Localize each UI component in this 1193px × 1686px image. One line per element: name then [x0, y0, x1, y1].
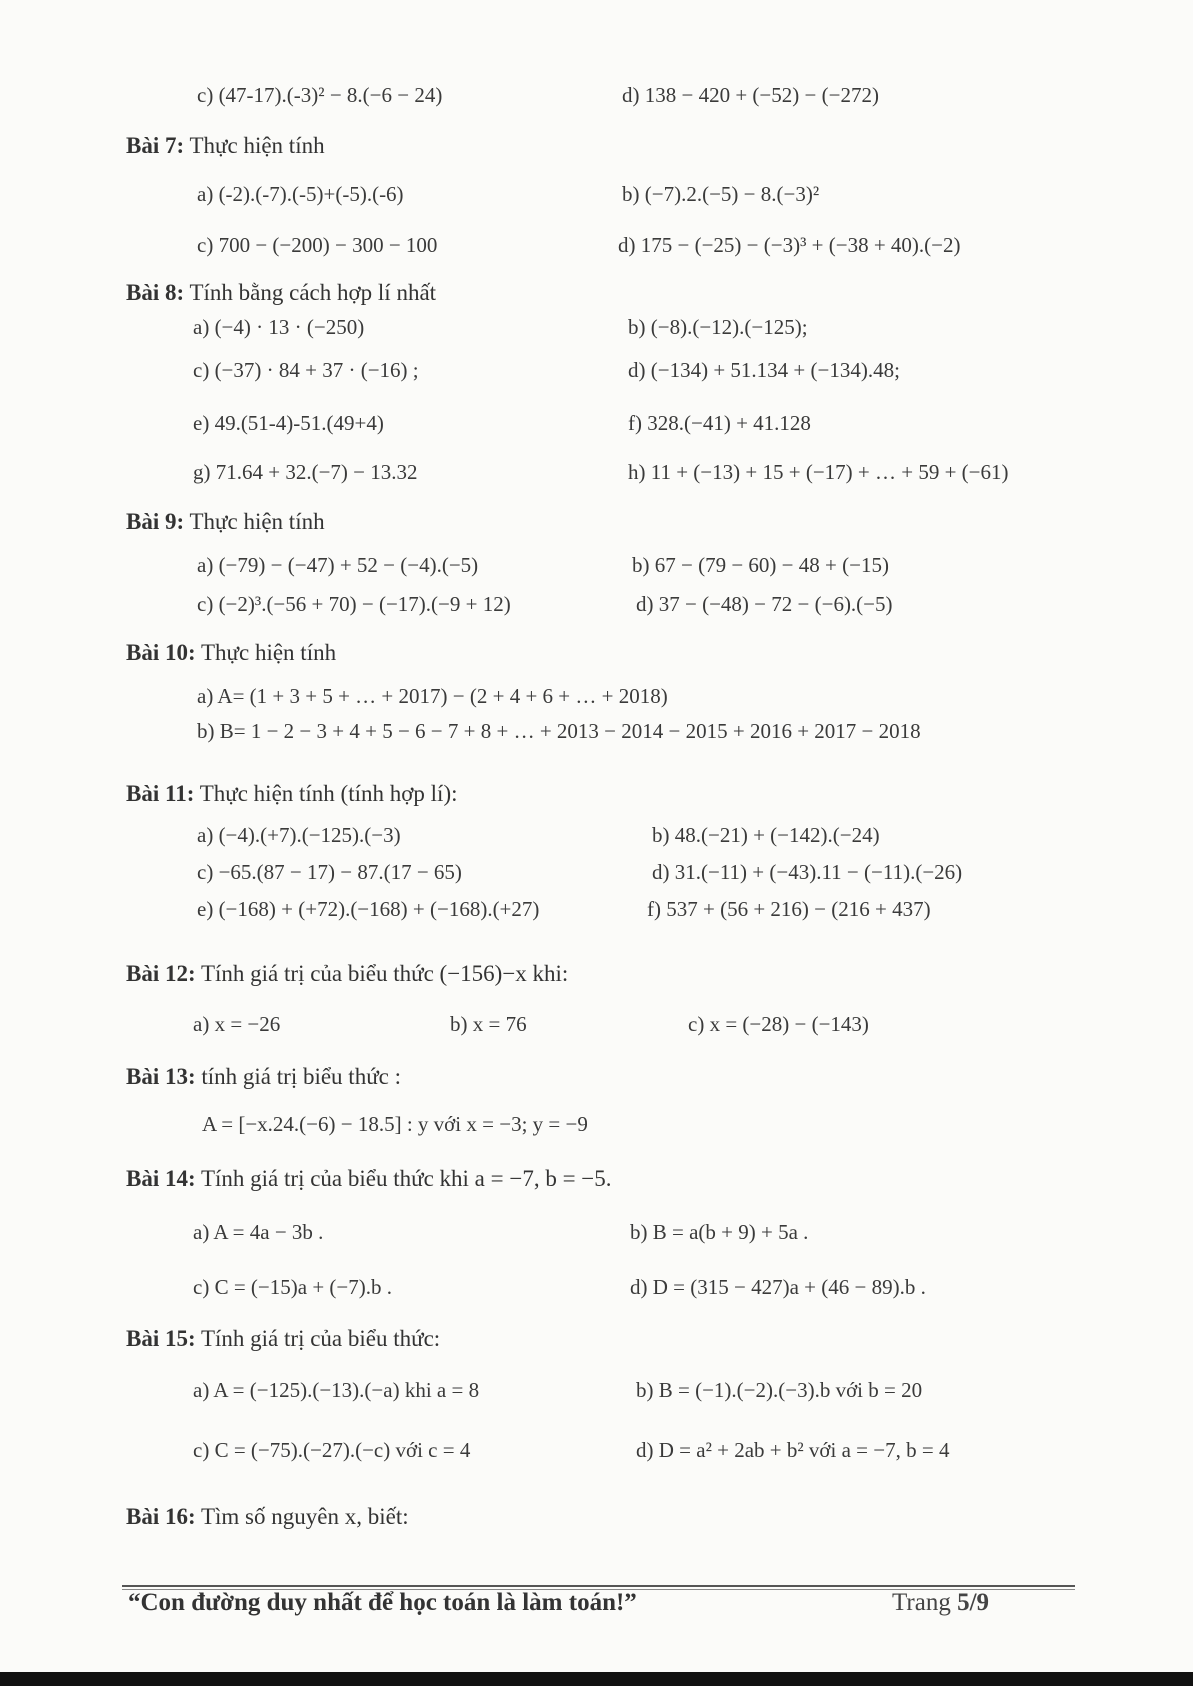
exercise-heading: [126, 1504, 409, 1530]
exercise-item: a) A = 4a − 3b .: [193, 1220, 324, 1244]
exercise-item: c) (−37) · 84 + 37 · (−16) ;: [193, 358, 419, 382]
exercise-item: e) 49.(51-4)-51.(49+4): [193, 411, 384, 435]
exercise-item: c) 700 − (−200) − 300 − 100: [197, 233, 438, 257]
exercise-instruction: Tìm số nguyên x, biết:: [195, 1504, 409, 1529]
footer-divider: [122, 1585, 1075, 1587]
exercise-instruction: Tính bằng cách hợp lí nhất: [184, 280, 437, 305]
scan-edge: [0, 1672, 1193, 1686]
exercise-heading: [126, 640, 336, 666]
exercise-item: a) x = −26: [193, 1012, 281, 1036]
exercise-item: c) −65.(87 − 17) − 87.(17 − 65): [197, 860, 462, 884]
exercise-item: d) (−134) + 51.134 + (−134).48;: [628, 358, 900, 382]
exercise-heading: [126, 781, 458, 807]
exercise-item: a) (−4).(+7).(−125).(−3): [197, 823, 401, 847]
exercise-item: a) A = (−125).(−13).(−a) khi a = 8: [193, 1378, 480, 1402]
exercise-instruction: Tính giá trị của biểu thức (−156)−x khi:: [195, 961, 569, 986]
exercise-instruction: Thực hiện tính (tính hợp lí):: [194, 781, 458, 806]
exercise-instruction: Thực hiện tính: [184, 133, 325, 158]
exercise-item: b) (−7).2.(−5) − 8.(−3)²: [622, 182, 820, 206]
exercise-number: Bài 13:: [126, 1064, 196, 1089]
exercise-item: b) B = (−1).(−2).(−3).b với b = 20: [636, 1378, 923, 1402]
exercise-heading: [126, 280, 436, 306]
exercise-item: a) (-2).(-7).(-5)+(-5).(-6): [197, 182, 404, 206]
exercise-item: b) B = a(b + 9) + 5a .: [630, 1220, 809, 1244]
exercise-item: d) 37 − (−48) − 72 − (−6).(−5): [636, 592, 893, 616]
exercise-item: a) A= (1 + 3 + 5 + … + 2017) − (2 + 4 + 6 + … + 2018): [197, 684, 668, 708]
exercise-heading: [126, 1064, 401, 1090]
exercise-item: b) 67 − (79 − 60) − 48 + (−15): [632, 553, 889, 577]
exercise-item: f) 537 + (56 + 216) − (216 + 437): [647, 897, 931, 921]
page-label: Trang: [892, 1589, 958, 1616]
exercise-number: Bài 9:: [126, 509, 185, 534]
exercise-number: Bài 16:: [126, 1504, 196, 1529]
exercise-instruction: Thực hiện tính: [195, 640, 337, 665]
exercise-heading: [126, 961, 568, 987]
exercise-item: d) 138 − 420 + (−52) − (−272): [622, 83, 879, 107]
exercise-item: c) (−2)³.(−56 + 70) − (−17).(−9 + 12): [197, 592, 511, 616]
exercise-item: d) D = (315 − 427)a + (46 − 89).b .: [630, 1275, 926, 1299]
exercise-number: Bài 8:: [126, 280, 185, 305]
exercise-instruction: Tính giá trị của biểu thức:: [195, 1326, 441, 1351]
exercise-number: Bài 7:: [126, 133, 185, 158]
exercise-item: d) 175 − (−25) − (−3)³ + (−38 + 40).(−2): [618, 233, 961, 257]
exercise-item: b) x = 76: [450, 1012, 527, 1036]
exercise-number: Bài 12:: [126, 961, 196, 986]
page-count: 5/9: [957, 1589, 990, 1616]
footer-quote: “Con đường duy nhất để học toán là làm toán!”: [128, 1589, 637, 1616]
exercise-item: b) (−8).(−12).(−125);: [628, 315, 808, 339]
exercise-item: b) B= 1 − 2 − 3 + 4 + 5 − 6 − 7 + 8 + … + 2013 − 2014 − 2015 + 2016 + 2017 − 2018: [197, 719, 921, 743]
exercise-item: c) C = (−75).(−27).(−c) với c = 4: [193, 1438, 471, 1462]
exercise-item: a) (−79) − (−47) + 52 − (−4).(−5): [197, 553, 479, 577]
exercise-number: Bài 11:: [126, 781, 195, 806]
exercise-instruction: Thực hiện tính: [184, 509, 325, 534]
exercise-number: Bài 14:: [126, 1166, 196, 1191]
exercise-item: f) 328.(−41) + 41.128: [628, 411, 811, 435]
exercise-item: A = [−x.24.(−6) − 18.5] : y với x = −3; y = −9: [202, 1112, 588, 1136]
exercise-item: d) D = a² + 2ab + b² với a = −7, b = 4: [636, 1438, 950, 1462]
exercise-number: Bài 15:: [126, 1326, 196, 1351]
exercise-instruction: Tính giá trị của biểu thức khi a = −7, b = −5.: [195, 1166, 612, 1191]
exercise-item: d) 31.(−11) + (−43).11 − (−11).(−26): [652, 860, 963, 884]
exercise-item: h) 11 + (−13) + 15 + (−17) + … + 59 + (−61): [628, 460, 1009, 484]
exercise-heading: [126, 133, 325, 159]
exercise-number: Bài 10:: [126, 640, 196, 665]
exercise-heading: [126, 1326, 440, 1352]
exercise-item: c) (47-17).(-3)² − 8.(−6 − 24): [197, 83, 443, 107]
page-number: [892, 1589, 989, 1617]
exercise-heading: [126, 1166, 612, 1192]
exercise-item: g) 71.64 + 32.(−7) − 13.32: [193, 460, 418, 484]
exercise-heading: [126, 509, 325, 535]
exercise-item: a) (−4) · 13 · (−250): [193, 315, 365, 339]
exercise-item: e) (−168) + (+72).(−168) + (−168).(+27): [197, 897, 540, 921]
exercise-instruction: tính giá trị biểu thức :: [195, 1064, 402, 1089]
exercise-item: c) x = (−28) − (−143): [688, 1012, 869, 1036]
exercise-item: c) C = (−15)a + (−7).b .: [193, 1275, 392, 1299]
exercise-item: b) 48.(−21) + (−142).(−24): [652, 823, 880, 847]
